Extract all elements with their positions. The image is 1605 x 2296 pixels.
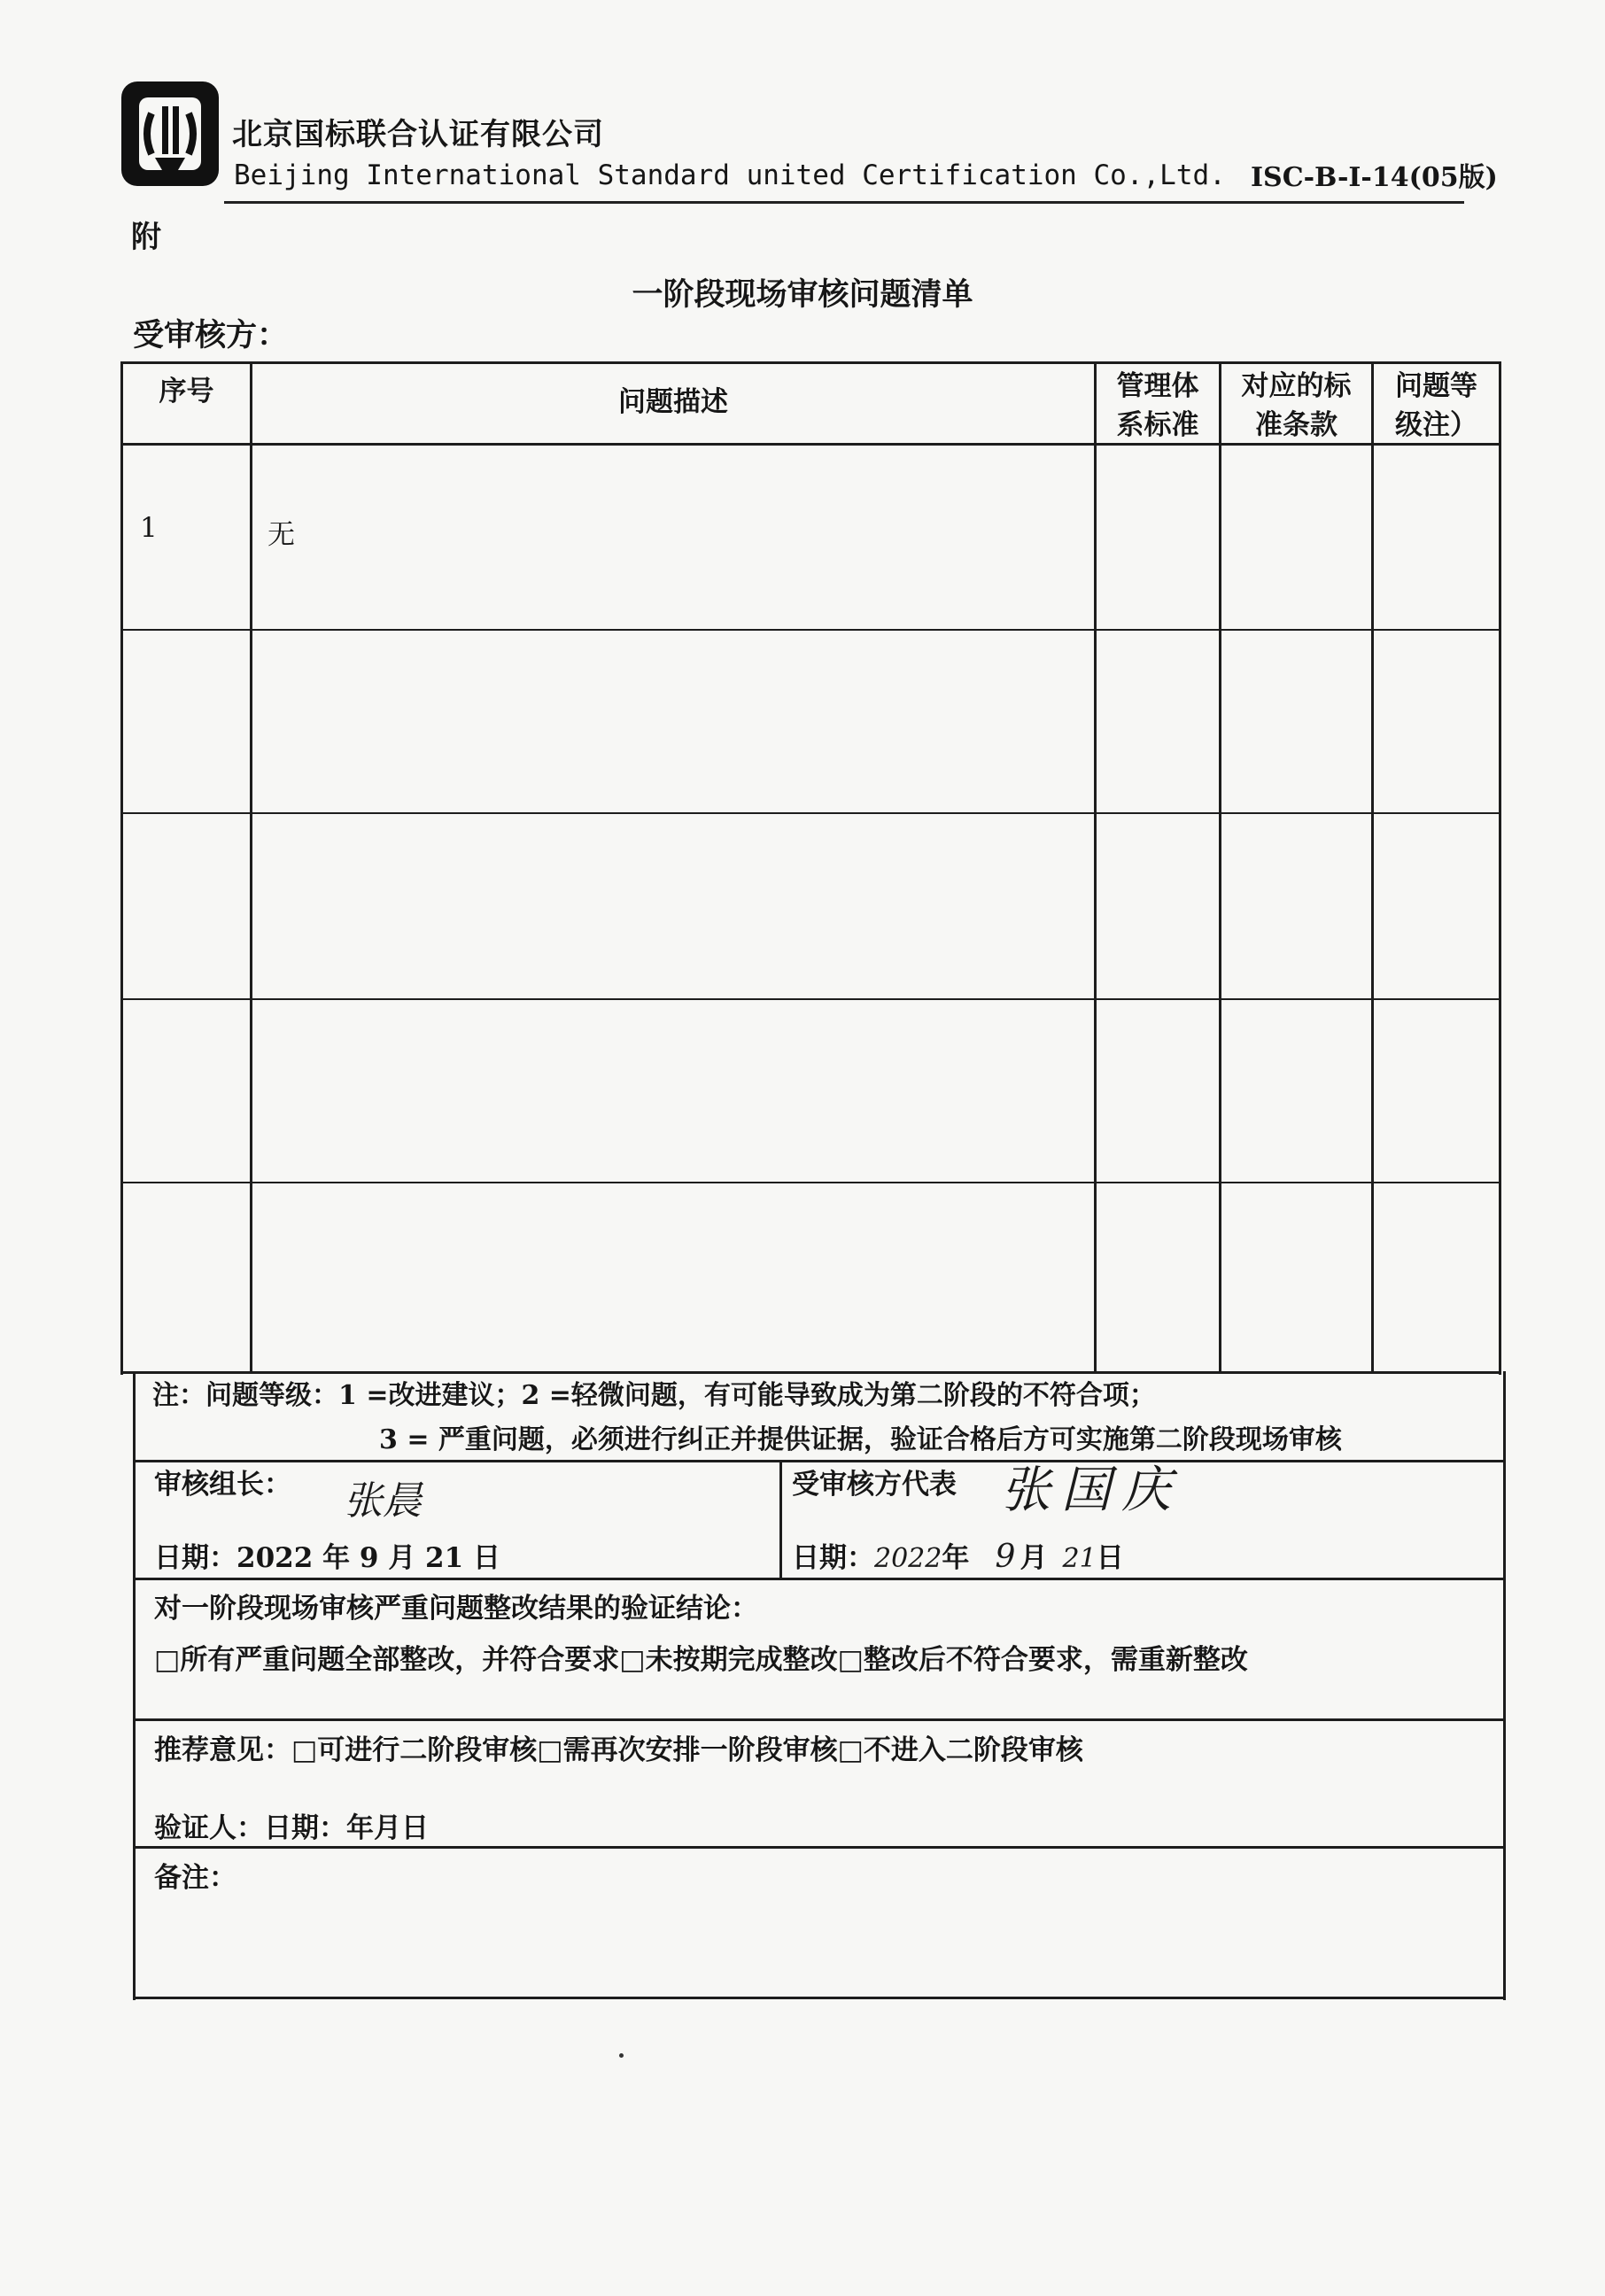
form-title: 一阶段现场审核问题清单 xyxy=(632,276,973,313)
header-level: 问题等 级注） xyxy=(1395,370,1477,441)
header-mgmt-standard: 管理体 系标准 xyxy=(1116,370,1199,441)
verification-options: □所有严重问题全部整改，并符合要求□未按期完成整改□整改后不符合要求，需重新整改 xyxy=(154,1644,1248,1676)
form-bottom-border xyxy=(133,1997,1506,1999)
header-seq: 序号 xyxy=(159,376,214,407)
header-clause: 对应的标 准条款 xyxy=(1241,370,1352,441)
recommendation-text: 推荐意见：□可进行二阶段审核□需再次安排一阶段审核□不进入二阶段审核 xyxy=(154,1734,1083,1766)
table-top-border xyxy=(120,361,1501,364)
document-code: ISC-B-I-14(05版) xyxy=(1251,162,1498,193)
auditee-representative-signature: 张国庆 xyxy=(1001,1462,1182,1519)
row-divider xyxy=(120,812,1501,814)
audit-leader-signature: 张晨 xyxy=(344,1478,422,1524)
auditee-date: 日期：2022年 9 月 21日 xyxy=(792,1539,1124,1575)
column-divider-clause xyxy=(1371,361,1374,1373)
note-line-2: 3 = 严重问题，必须进行纠正并提供证据，验证合格后方可实施第二阶段现场审核 xyxy=(379,1424,1342,1455)
lower-right-border xyxy=(1503,1371,1506,2000)
row-1-seq: 1 xyxy=(140,512,158,544)
note-line-1: 注：问题等级：1 =改进建议；2 =轻微问题，有可能导致成为第二阶段的不符合项； xyxy=(152,1380,1156,1411)
isc-certification-logo-icon xyxy=(116,78,224,193)
stray-dot xyxy=(619,2053,624,2058)
annex-label: 附 xyxy=(131,220,161,255)
company-name-chinese: 北京国标联合认证有限公司 xyxy=(232,117,604,152)
recommendation-divider xyxy=(133,1846,1506,1849)
row-1-description: 无 xyxy=(268,519,295,551)
remarks-label: 备注： xyxy=(154,1862,236,1894)
row-divider xyxy=(120,629,1501,631)
verifier-line: 验证人：日期：年月日 xyxy=(154,1812,429,1844)
lower-left-border xyxy=(133,1371,136,2000)
column-divider-seq xyxy=(250,361,252,1373)
signature-divider xyxy=(133,1578,1506,1580)
column-divider-mgmt xyxy=(1219,361,1221,1373)
row-divider xyxy=(120,998,1501,1000)
table-left-border xyxy=(120,361,123,1375)
header-divider xyxy=(224,201,1464,204)
header-description: 问题描述 xyxy=(618,386,728,418)
audit-leader-label: 审核组长： xyxy=(154,1469,291,1501)
auditee-representative-label: 受审核方代表 xyxy=(792,1469,957,1501)
signature-column-divider xyxy=(779,1460,782,1578)
audit-leader-date: 日期：2022 年 9 月 21 日 xyxy=(154,1542,500,1574)
column-divider-desc xyxy=(1094,361,1097,1373)
row-divider xyxy=(120,1182,1501,1183)
auditee-label: 受审核方： xyxy=(133,317,289,353)
company-name-english: Beijing International Standard united Certification Co.,Ltd. xyxy=(234,159,1226,191)
table-right-border xyxy=(1499,361,1501,1375)
verification-divider xyxy=(133,1718,1506,1721)
verification-title: 对一阶段现场审核严重问题整改结果的验证结论： xyxy=(154,1593,758,1625)
